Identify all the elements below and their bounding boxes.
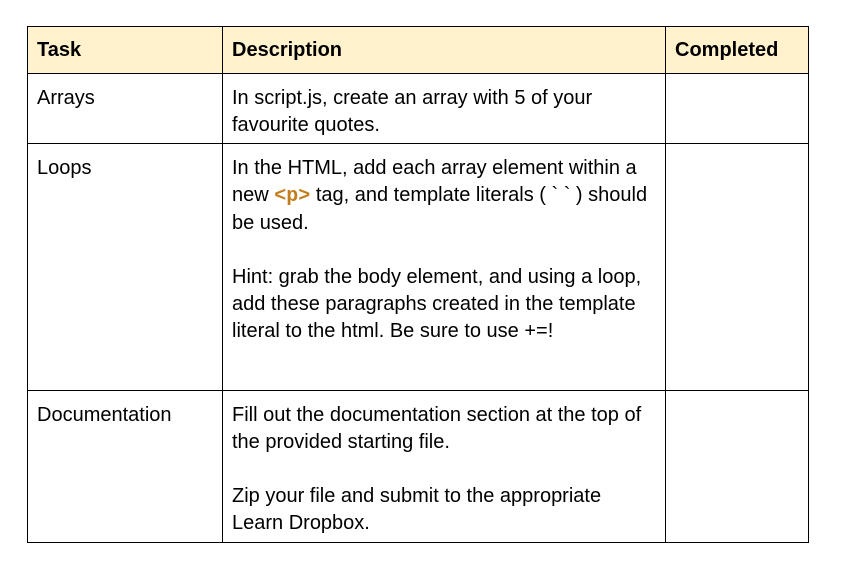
task-cell-loops: Loops bbox=[28, 144, 223, 391]
table-header-row bbox=[28, 27, 809, 74]
table-row-loops bbox=[28, 144, 809, 391]
description-text: Fill out the documentation section at the top of the provided starting file. bbox=[232, 404, 642, 453]
paragraph-gap bbox=[232, 456, 656, 483]
completed-cell-loops[interactable] bbox=[666, 144, 809, 391]
p-tag-code: <p> bbox=[274, 185, 311, 208]
paragraph-gap bbox=[232, 237, 656, 264]
header-task: Task bbox=[28, 27, 223, 74]
description-cell-arrays bbox=[223, 74, 666, 144]
description-text bbox=[232, 155, 656, 237]
table-row-arrays bbox=[28, 74, 809, 144]
header-description: Description bbox=[223, 27, 666, 74]
description-text: Zip your file and submit to the appropriate Learn Dropbox. bbox=[232, 485, 602, 534]
hint-text: Hint: grab the body element, and using a loop, add these paragraphs created in the template literal to the html. Be sure to use +=! bbox=[232, 266, 642, 342]
description-text-part: In the HTML, add each array element within a new bbox=[232, 157, 637, 206]
description-cell-loops bbox=[223, 144, 666, 391]
table-row-documentation bbox=[28, 391, 809, 543]
header-completed: Completed bbox=[666, 27, 809, 74]
description-cell-documentation bbox=[223, 391, 666, 543]
completed-cell-arrays[interactable] bbox=[666, 74, 809, 144]
description-text: In script.js, create an array with 5 of your favourite quotes. bbox=[232, 87, 593, 136]
description-text-part: tag, and template literals ( ` ` ) should be used. bbox=[232, 184, 648, 234]
task-cell-documentation: Documentation bbox=[28, 391, 223, 543]
completed-cell-documentation[interactable] bbox=[666, 391, 809, 543]
task-table bbox=[27, 26, 809, 543]
task-cell-arrays: Arrays bbox=[28, 74, 223, 144]
